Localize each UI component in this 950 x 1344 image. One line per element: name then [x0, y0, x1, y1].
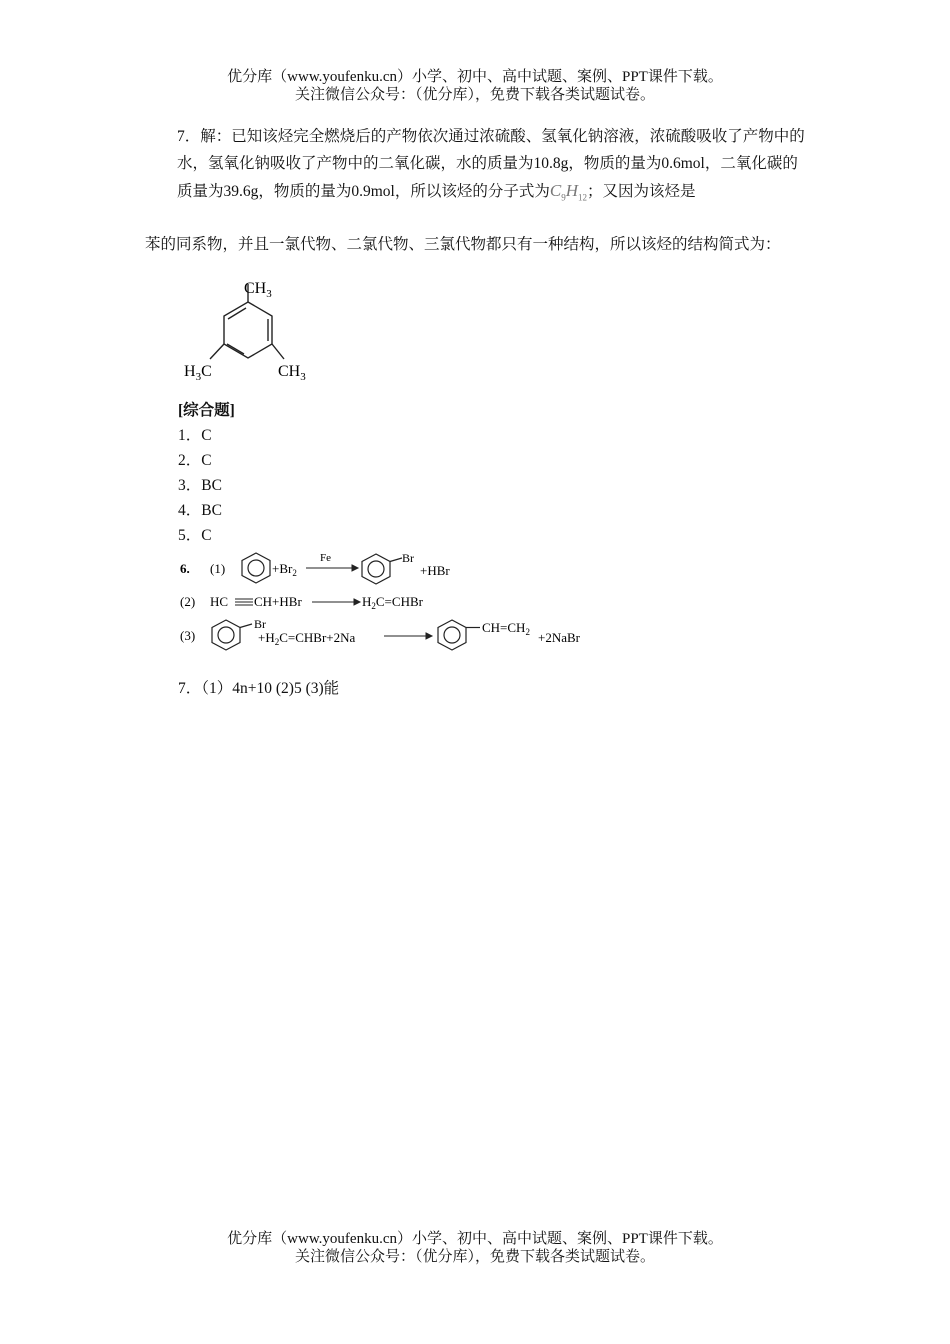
footer-line-1: 优分库（www.youfenku.cn）小学、初中、高中试题、案例、PPT课件下载。 — [227, 1231, 723, 1247]
bromobenzene-ring-icon — [212, 620, 252, 650]
r1-hbr: +HBr — [420, 563, 450, 578]
r2-label: (2) — [180, 594, 196, 609]
triple-bond-icon — [235, 599, 253, 605]
r2-acetylene-left: HC — [210, 594, 229, 609]
r3-br-substituent: Br — [254, 617, 266, 631]
bromobenzene-ring-icon — [362, 554, 402, 584]
r3-vinyl-group: $CH=CH_2$ — [482, 620, 530, 637]
r1-label: (1) — [210, 561, 226, 576]
top-methyl-label: $CH_3$ — [244, 280, 272, 300]
solution-text-a: 7．解：已知该烃完全燃烧后的产物依次通过浓硫酸、氢氧化钠溶液，浓硫酸吸收了产物中的水，氢氧化钠吸收了产物中的二氧化碳，水的质量为10.8g，物质的量为0.6mol，二氧化碳的质量为39.6g，物质的量为0.9mol，所以该烃的分子式为 — [177, 128, 805, 200]
answer-item: 5．C — [178, 527, 212, 544]
right-methyl-label: $CH_3$ — [278, 363, 306, 383]
r3-nabr: +2NaBr — [538, 630, 580, 645]
q6-number: 6. — [180, 561, 190, 576]
answer-item: 1．C — [178, 427, 212, 444]
arrow-icon — [312, 599, 360, 605]
r2-product: $H_2C=CHBr$ — [362, 594, 423, 611]
r2-reactants: CH+HBr — [254, 594, 302, 609]
header-line-2: 关注微信公众号：（优分库），免费下载各类试题试卷。 — [294, 87, 655, 103]
answer-item: 4．BC — [178, 502, 222, 519]
styrene-ring-icon — [438, 620, 480, 650]
r1-br-substituent: Br — [402, 551, 414, 565]
mesitylene-structure — [180, 272, 340, 392]
r1-bromine: $+Br_2$ — [272, 561, 297, 578]
solution-text-c: 苯的同系物，并且一氯代物、二氯代物、三氯代物都只有一种结构，所以该烃的结构简式为： — [145, 236, 781, 254]
footer-line-2: 关注微信公众号：（优分库），免费下载各类试题试卷。 — [294, 1249, 655, 1265]
left-methyl-label: $H_3C$ — [184, 363, 212, 383]
solution-text-b: ；又因为该烃是 — [587, 183, 696, 200]
header-line-1: 优分库（www.youfenku.cn）小学、初中、高中试题、案例、PPT课件下载。 — [227, 69, 723, 85]
r1-catalyst: Fe — [320, 552, 331, 564]
answer-item: 2．C — [178, 452, 212, 469]
q7-answer: 7．（1）4n+10 (2)5 (3)能 — [178, 680, 340, 697]
molecular-formula: $C_9H_{12}$ — [549, 181, 587, 203]
page-footer — [0, 1230, 950, 1266]
arrow-icon — [306, 565, 358, 571]
r3-reactants: $+H_2C=CHBr+2Na$ — [258, 630, 356, 647]
benzene-ring-icon — [242, 553, 270, 583]
section-title: [综合题] — [178, 402, 235, 419]
arrow-icon — [384, 633, 432, 639]
answer-item: 3．BC — [178, 477, 222, 494]
solution-paragraph — [145, 123, 810, 258]
r3-label: (3) — [180, 628, 196, 643]
reaction-equations — [176, 548, 596, 660]
comprehensive-section — [178, 398, 235, 548]
page-header — [0, 68, 950, 104]
